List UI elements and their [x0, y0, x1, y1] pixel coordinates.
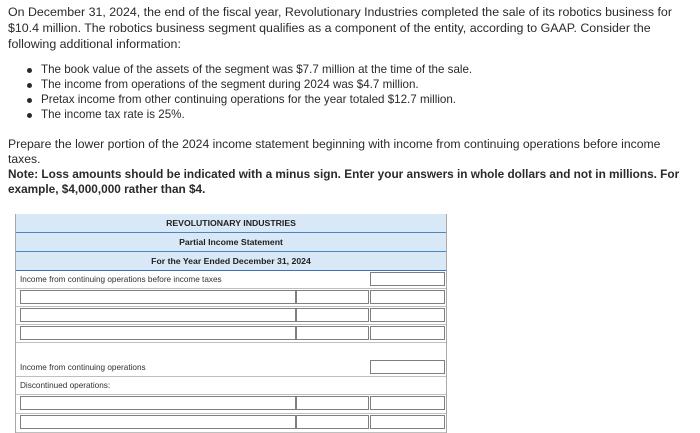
row-label-before-taxes: Income from continuing operations before income taxes [20, 275, 222, 284]
line-item-input[interactable] [20, 396, 296, 410]
statement-title: Partial Income Statement [16, 233, 446, 252]
line-item-input[interactable] [20, 290, 296, 304]
amount-input[interactable] [370, 326, 445, 340]
line-item-input[interactable] [20, 415, 296, 429]
table-row [16, 395, 446, 414]
given-info-item: The income from operations of the segment during 2024 was $4.7 million. [26, 77, 472, 92]
given-info-item: The book value of the assets of the segment was $7.7 million at the time of the sale. [26, 62, 472, 77]
instructions: Prepare the lower portion of the 2024 income statement beginning with income from continuing operations before income taxes. [8, 137, 661, 166]
line-item-input[interactable] [20, 326, 296, 340]
amount-input[interactable] [370, 396, 445, 410]
income-statement-worksheet [15, 214, 447, 433]
row-label-continuing: Income from continuing operations [20, 363, 146, 372]
note: Note: Loss amounts should be indicated with a minus sign. Enter your answers in whole dollars and not in millions. For example, $4,000,000 rather than $4. [8, 167, 680, 196]
table-row [16, 289, 446, 307]
table-row [16, 271, 446, 289]
amount-input[interactable] [370, 360, 445, 374]
amount-input[interactable] [370, 415, 445, 429]
table-row [16, 325, 446, 343]
statement-period: For the Year Ended December 31, 2024 [16, 252, 446, 271]
table-row [16, 359, 446, 377]
amount-input[interactable] [370, 290, 445, 304]
given-info-item: The income tax rate is 25%. [26, 107, 472, 122]
line-item-input[interactable] [20, 308, 296, 322]
row-label-discontinued: Discontinued operations: [20, 381, 111, 390]
problem-intro: On December 31, 2024, the end of the fiscal year, Revolutionary Industries completed the sale of its robotics business for $10.4 million. The robotics business segment qualifies as a component of the entity, according to GAAP. Consider the following additional information: [8, 5, 672, 51]
table-row [16, 377, 446, 395]
amount-input[interactable] [296, 290, 369, 304]
table-row [16, 414, 446, 433]
given-info-list [26, 62, 472, 122]
amount-input[interactable] [296, 308, 369, 322]
table-row [16, 307, 446, 325]
spacer [16, 343, 446, 359]
amount-input[interactable] [370, 272, 445, 286]
amount-input[interactable] [296, 326, 369, 340]
statement-company: REVOLUTIONARY INDUSTRIES [16, 214, 446, 233]
given-info-item: Pretax income from other continuing operations for the year totaled $12.7 million. [26, 92, 472, 107]
amount-input[interactable] [296, 396, 369, 410]
amount-input[interactable] [370, 308, 445, 322]
amount-input[interactable] [296, 415, 369, 429]
